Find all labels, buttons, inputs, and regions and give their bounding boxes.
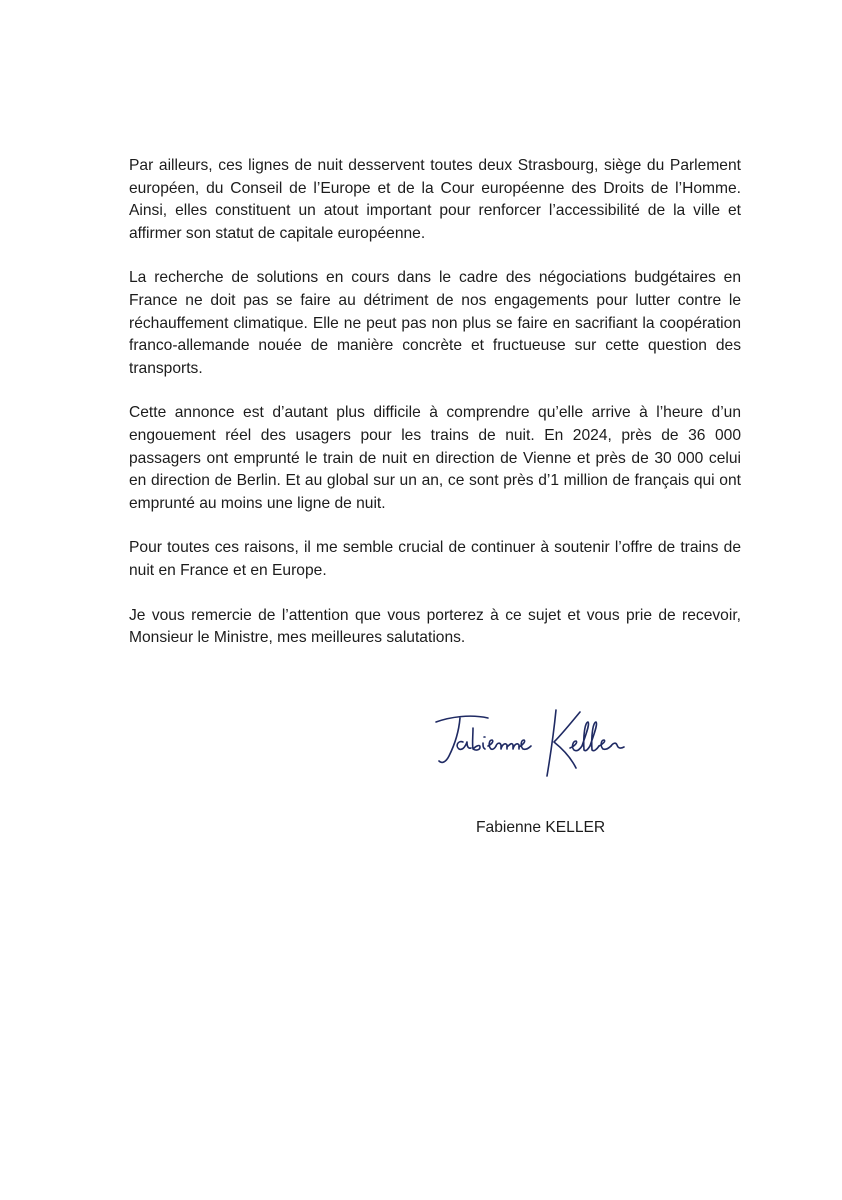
signature-block [430,700,690,850]
signer-name: Fabienne KELLER [476,819,606,836]
paragraph-closing-salutation: Je vous remercie de l’attention que vous porterez à ce sujet et vous prie de recevoir, Monsieur le Ministre, mes meilleures salutations. [129,606,741,647]
letter-body [129,155,741,672]
paragraph-budget-negotiations: La recherche de solutions en cours dans le cadre des négociations budgétaires en France ne doit pas se faire au détriment de nos engagements pour lutter contre le réchauffement climatique. Elle ne peut pas non plus se faire en sacrifiant la coopération franco-allemande nouée de manière concrète et fructueuse sur cette question des transports. [129,269,741,377]
paragraph-night-train-ridership: Cette annonce est d’autant plus difficile à comprendre qu’elle arrive à l’heure d’un engouement réel des usagers pour les trains de nuit. En 2024, près de 36 000 passagers ont emprunté le train de nuit en direction de Vienne et près de 30 000 celui en direction de Berlin. Et au global sur un an, ce sont près d’1 million de français qui ont emprunté au moins une ligne de nuit. [129,404,741,512]
paragraph-strasbourg: Par ailleurs, ces lignes de nuit desservent toutes deux Strasbourg, siège du Parlement européen, du Conseil de l’Europe et de la Cour européenne des Droits de l’Homme. Ainsi, elles constituent un atout important pour renforcer l’accessibilité de la ville et affirmer son statut de capitale européenne. [129,157,741,242]
handwritten-signature [430,700,630,790]
paragraph-support-night-trains: Pour toutes ces raisons, il me semble crucial de continuer à soutenir l’offre de trains de nuit en France et en Europe. [129,539,741,579]
